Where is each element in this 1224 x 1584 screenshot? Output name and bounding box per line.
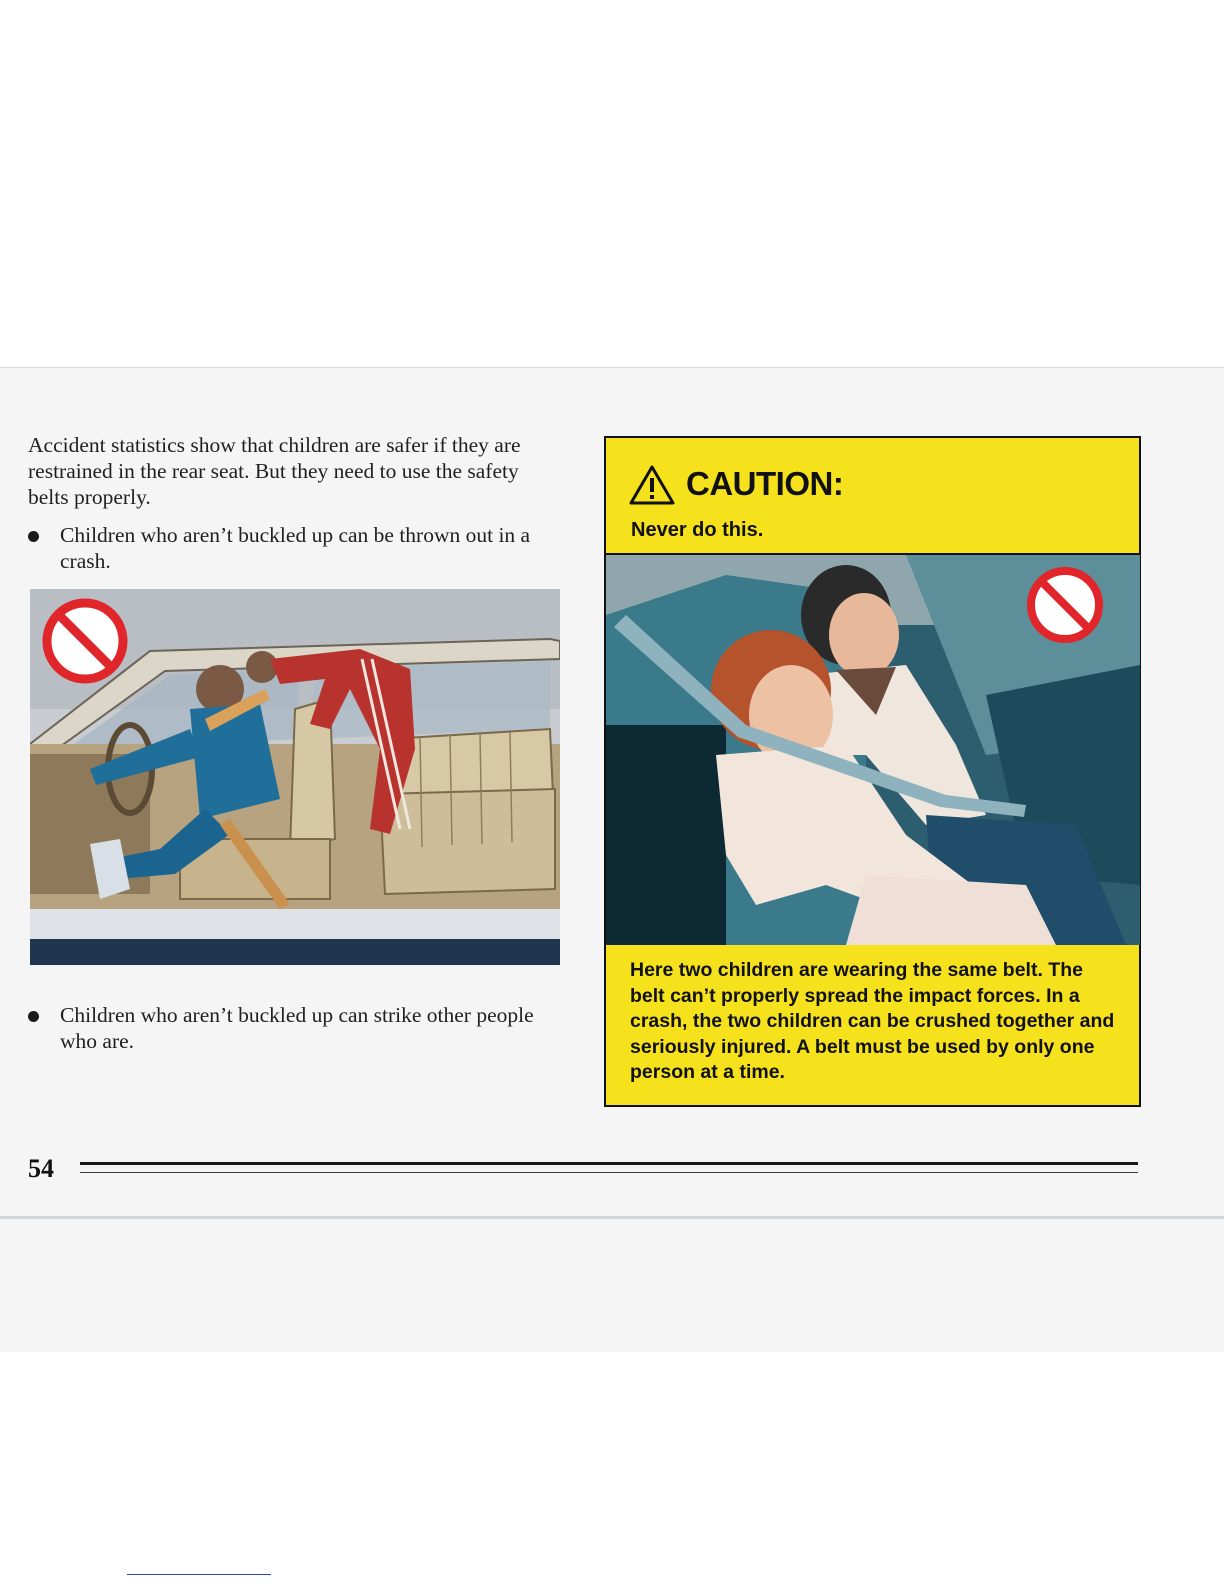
caution-subtitle: Never do this.: [631, 519, 764, 541]
prohibition-icon: [1027, 567, 1103, 643]
scan-edge-divider: [0, 1216, 1224, 1219]
bullet-text: Children who aren’t buckled up can be thrown out in a crash.: [60, 523, 531, 573]
prohibition-icon: [45, 601, 125, 681]
bullet-dot: [28, 1011, 39, 1022]
footer-link-underline: [127, 1574, 271, 1575]
warning-triangle-icon: [629, 465, 675, 505]
bullet-dot: [28, 531, 39, 542]
bullet-item: [28, 522, 568, 574]
caution-body: Here two children are wearing the same belt. The belt can’t properly spread the impact forces. In a crash, the two children can be crushed together and seriously injured. A belt must be used by only one person at a time.: [630, 959, 1115, 1083]
intro-paragraph: Accident statistics show that children are safer if they are restrained in the rear seat. But they need to use the safety belts properly.: [28, 433, 521, 509]
page-number: 54: [28, 1154, 54, 1183]
illustration-shared-belt: [606, 555, 1140, 945]
bullet-item: [28, 1002, 548, 1054]
bullet-text: Children who aren’t buckled up can strike other people who are.: [60, 1003, 534, 1053]
footer-rule-thin: [80, 1172, 1138, 1173]
illustration-child-thrown: [30, 589, 560, 965]
caution-title: CAUTION:: [686, 465, 844, 502]
footer-rule: [80, 1162, 1138, 1165]
